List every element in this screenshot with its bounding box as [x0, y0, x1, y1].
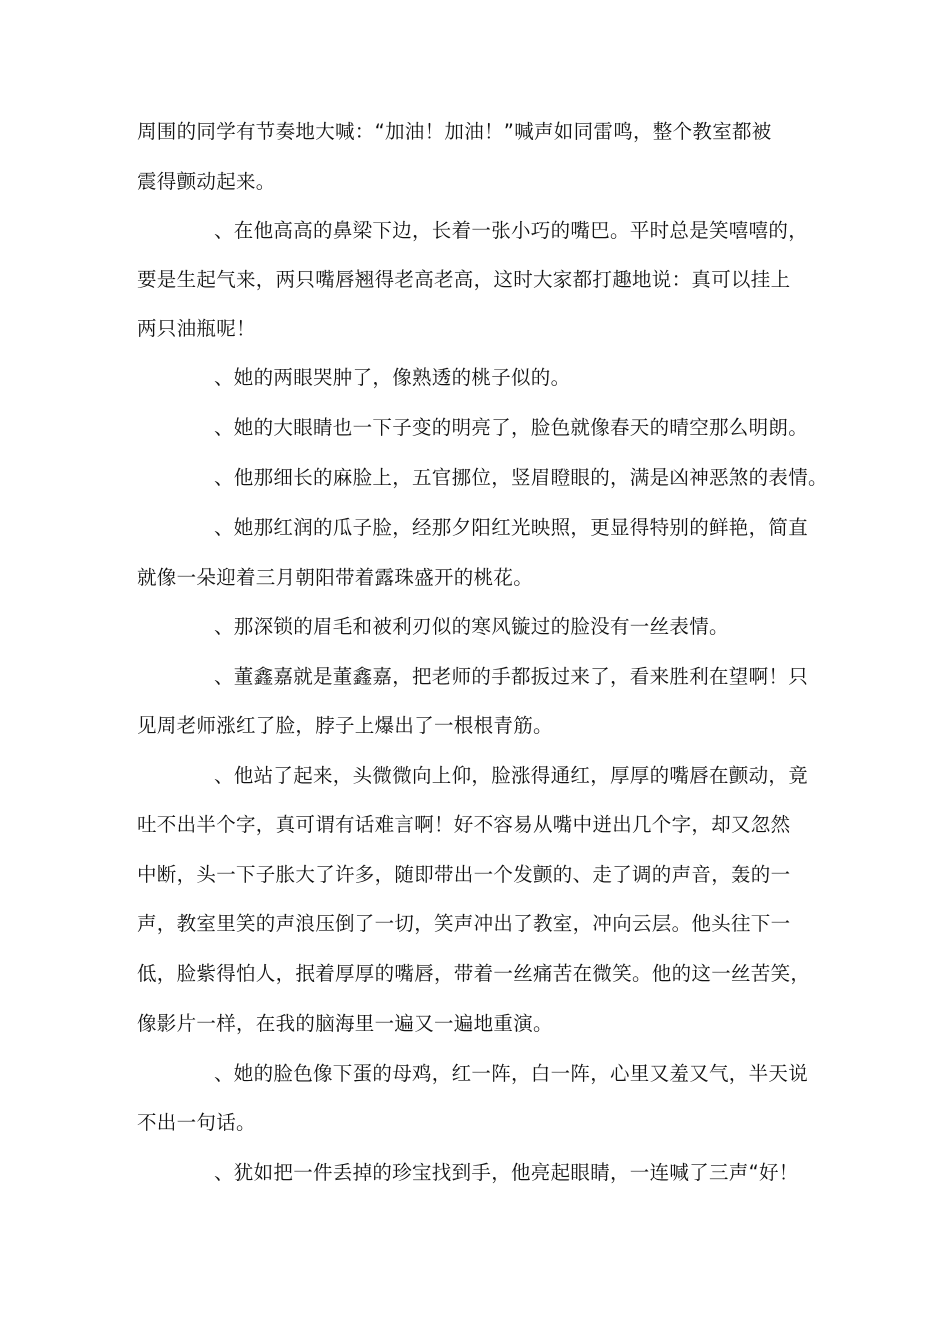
text-line: 像影片一样，在我的脑海里一遍又一遍地重演。 [137, 1012, 553, 1035]
text-line: 两只油瓶呢！ [137, 317, 256, 340]
text-line: 就像一朵迎着三月朝阳带着露珠盛开的桃花。 [137, 566, 534, 589]
text-line: 、她的两眼哭肿了，像熟透的桃子似的。 [214, 366, 571, 389]
text-line: 周围的同学有节奏地大喊：“加油！加油！”喊声如同雷鸣，整个教室都被 [137, 120, 772, 143]
text-line: 中断，头一下子胀大了许多，随即带出一个发颤的、走了调的声音，轰的一 [137, 863, 791, 886]
text-line: 、那深锁的眉毛和被利刃似的寒风镟过的脸没有一丝表情。 [214, 615, 729, 638]
text-line: 、他那细长的麻脸上，五官挪位，竖眉瞪眼的，满是凶神恶煞的表情。 [214, 466, 828, 489]
text-line: 要是生起气来，两只嘴唇翘得老高老高，这时大家都打趣地说：真可以挂上 [137, 268, 791, 291]
text-line: 见周老师涨红了脸，脖子上爆出了一根根青筋。 [137, 714, 553, 737]
text-line: 、她的脸色像下蛋的母鸡，红一阵，白一阵，心里又羞又气，半天说 [214, 1062, 809, 1085]
text-line: 不出一句话。 [137, 1111, 256, 1134]
text-line: 、她的大眼睛也一下子变的明亮了，脸色就像春天的晴空那么明朗。 [214, 416, 809, 439]
text-line: 、董鑫嘉就是董鑫嘉，把老师的手都扳过来了，看来胜利在望啊！只 [214, 665, 809, 688]
text-line: 吐不出半个字，真可谓有话难言啊！好不容易从嘴中迸出几个字，却又忽然 [137, 813, 791, 836]
text-line: 声，教室里笑的声浪压倒了一切，笑声冲出了教室，冲向云层。他头往下一 [137, 912, 791, 935]
text-line: 、在他高高的鼻梁下边，长着一张小巧的嘴巴。平时总是笑嘻嘻的， [214, 219, 809, 242]
text-line: 、犹如把一件丢掉的珍宝找到手，他亮起眼睛，一连喊了三声“好！ [214, 1161, 799, 1184]
text-line: 、他站了起来，头微微向上仰，脸涨得通红，厚厚的嘴唇在颤动，竟 [214, 764, 809, 787]
text-line: 低，脸紫得怕人，抿着厚厚的嘴唇，带着一丝痛苦在微笑。他的这一丝苦笑， [137, 962, 811, 985]
text-line: 、她那红润的瓜子脸，经那夕阳红光映照，更显得特别的鲜艳，简直 [214, 516, 809, 539]
text-line: 震得颤动起来。 [137, 170, 276, 193]
